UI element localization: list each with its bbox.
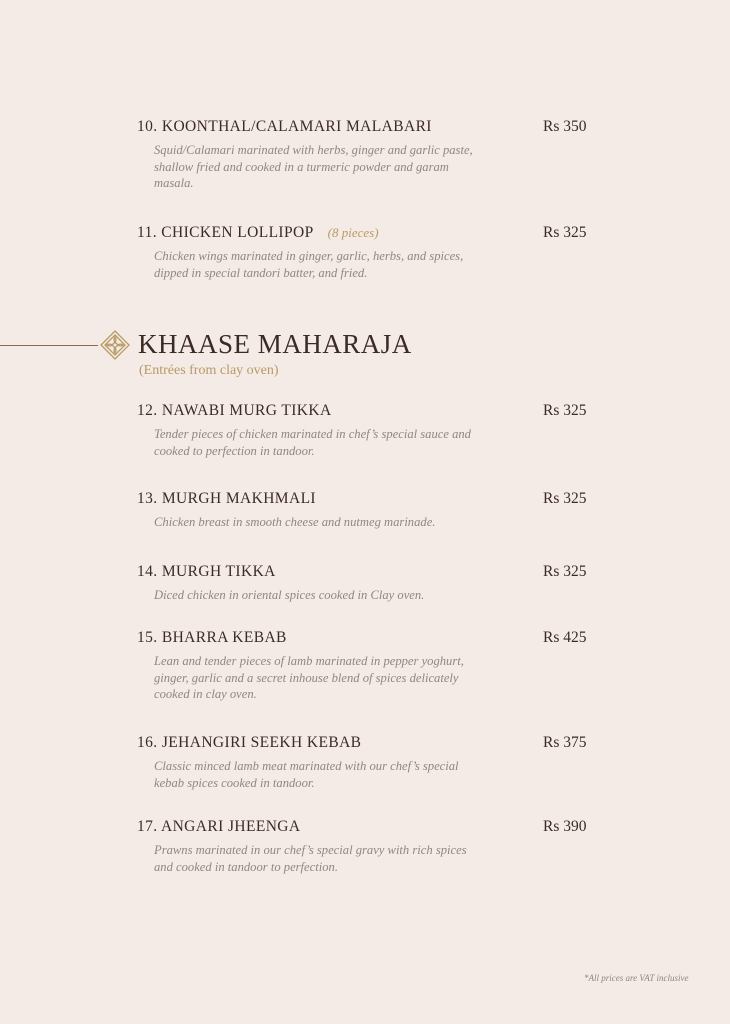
item-price: Rs 325 — [543, 224, 587, 241]
item-description: Chicken wings marinated in ginger, garlic, herbs, and spices, dipped in special tandori batter, and fried. — [154, 249, 464, 280]
item-name: 10. KOONTHAL/CALAMARI MALABARI — [137, 118, 432, 135]
item-price: Rs 325 — [543, 402, 587, 419]
item-price: Rs 375 — [543, 734, 587, 751]
item-note: (8 pieces) — [327, 225, 379, 240]
item-price: Rs 425 — [543, 629, 587, 646]
menu-item-14 — [137, 563, 597, 604]
item-description: Prawns marinated in our chef’s special gravy with rich spices and cooked in tandoor to perfection. — [154, 843, 467, 874]
ornament-icon — [100, 330, 130, 360]
item-price: Rs 390 — [543, 818, 587, 835]
item-price: Rs 325 — [543, 490, 587, 507]
menu-item-16 — [137, 734, 597, 791]
item-description: Chicken breast in smooth cheese and nutmeg marinade. — [154, 515, 436, 529]
menu-item-10 — [137, 118, 597, 192]
section-title: KHAASE MAHARAJA — [138, 329, 412, 359]
item-name: 13. MURGH MAKHMALI — [137, 490, 316, 507]
item-description: Lean and tender pieces of lamb marinated in pepper yoghurt, ginger, garlic and a secret inhouse blend of spices delicately cooked in clay oven. — [154, 654, 464, 701]
item-description: Classic minced lamb meat marinated with our chef’s special kebab spices cooked in tandoor. — [154, 759, 459, 790]
item-name: 15. BHARRA KEBAB — [137, 629, 287, 646]
item-name: 16. JEHANGIRI SEEKH KEBAB — [137, 734, 362, 751]
item-price: Rs 350 — [543, 118, 587, 135]
vat-footnote: *All prices are VAT inclusive — [584, 973, 689, 983]
menu-item-17 — [137, 818, 597, 875]
menu-item-12 — [137, 402, 597, 459]
item-name: 12. NAWABI MURG TIKKA — [137, 402, 332, 419]
item-name: 17. ANGARI JHEENGA — [137, 818, 301, 835]
item-name: 11. CHICKEN LOLLIPOP (8 pieces) — [137, 224, 379, 241]
menu-item-13 — [137, 490, 597, 531]
item-price: Rs 325 — [543, 563, 587, 580]
item-name: 14. MURGH TIKKA — [137, 563, 276, 580]
section-subtitle: (Entrées from clay oven) — [139, 363, 279, 378]
section-divider-line — [0, 345, 98, 346]
item-description: Tender pieces of chicken marinated in chef’s special sauce and cooked to perfection in tandoor. — [154, 427, 471, 458]
item-description: Diced chicken in oriental spices cooked in Clay oven. — [154, 588, 425, 602]
menu-item-11 — [137, 224, 597, 281]
item-description: Squid/Calamari marinated with herbs, ginger and garlic paste, shallow fried and cooked in a turmeric powder and garam masala. — [154, 143, 473, 190]
menu-item-15 — [137, 629, 597, 703]
